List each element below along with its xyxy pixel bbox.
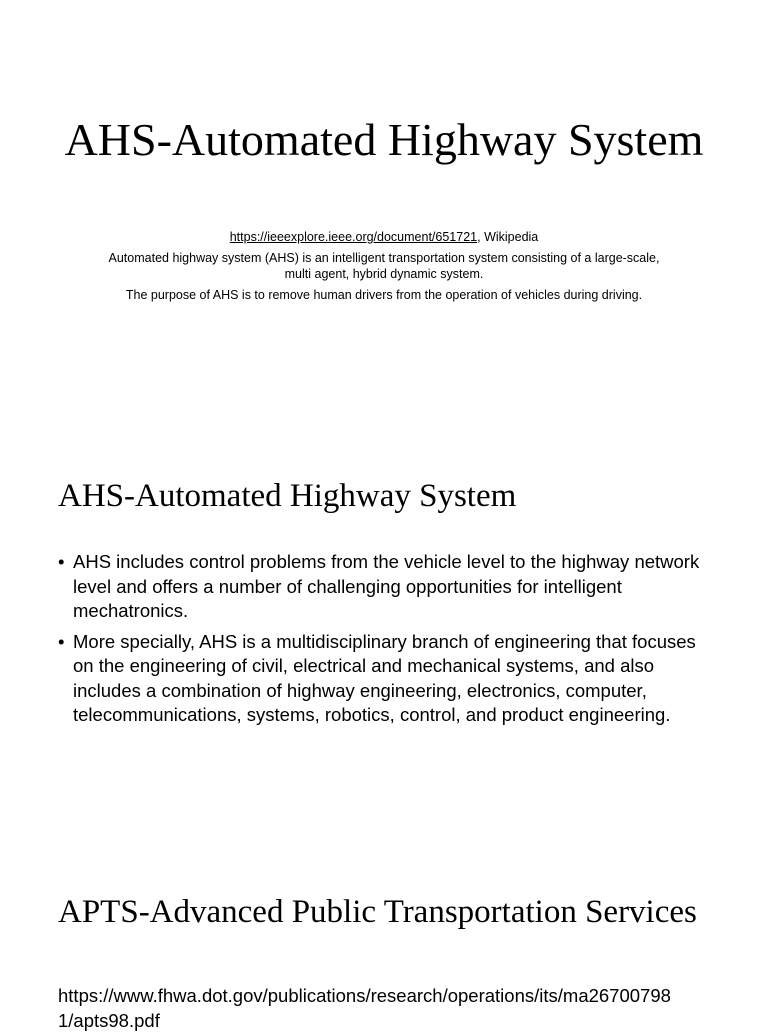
source-suffix: , Wikipedia <box>477 230 539 244</box>
bullet-item: • More specially, AHS is a multidisciplinary branch of engineering that focuses on the engineering of civil, electrical and mechanical systems, and also includes a combination of highway engineering, electronics, computer, telecommunications, systems, robotics, control, and product engineering. <box>58 630 718 728</box>
slide-2-bullet-list <box>58 550 718 734</box>
slide-1-paragraph: The purpose of AHS is to remove human drivers from the operation of vehicles during driving. <box>125 288 643 302</box>
slide-1-subtitle-block <box>100 229 668 308</box>
slide-3 <box>0 870 768 1031</box>
bullet-item: • AHS includes control problems from the vehicle level to the highway network level and offers a number of challenging opportunities for intelligent mechatronics. <box>58 550 718 624</box>
slide-3-url[interactable]: https://www.fhwa.dot.gov/publications/research/operations/its/ma267007981/apts98.pdf <box>58 985 671 1031</box>
slide-2 <box>0 448 768 848</box>
slide-3-title: APTS-Advanced Public Transportation Services <box>58 894 697 930</box>
source-line <box>100 229 668 245</box>
slide-1-title: AHS-Automated Highway System <box>64 114 704 165</box>
source-link[interactable]: https://ieeexplore.ieee.org/document/651721 <box>229 230 478 244</box>
slide-1-paragraph: Automated highway system (AHS) is an intelligent transportation system consisting of a large-scale, multi agent, hybrid dynamic system. <box>108 251 660 281</box>
slide-2-title: AHS-Automated Highway System <box>58 478 517 514</box>
slide-1 <box>0 0 768 420</box>
